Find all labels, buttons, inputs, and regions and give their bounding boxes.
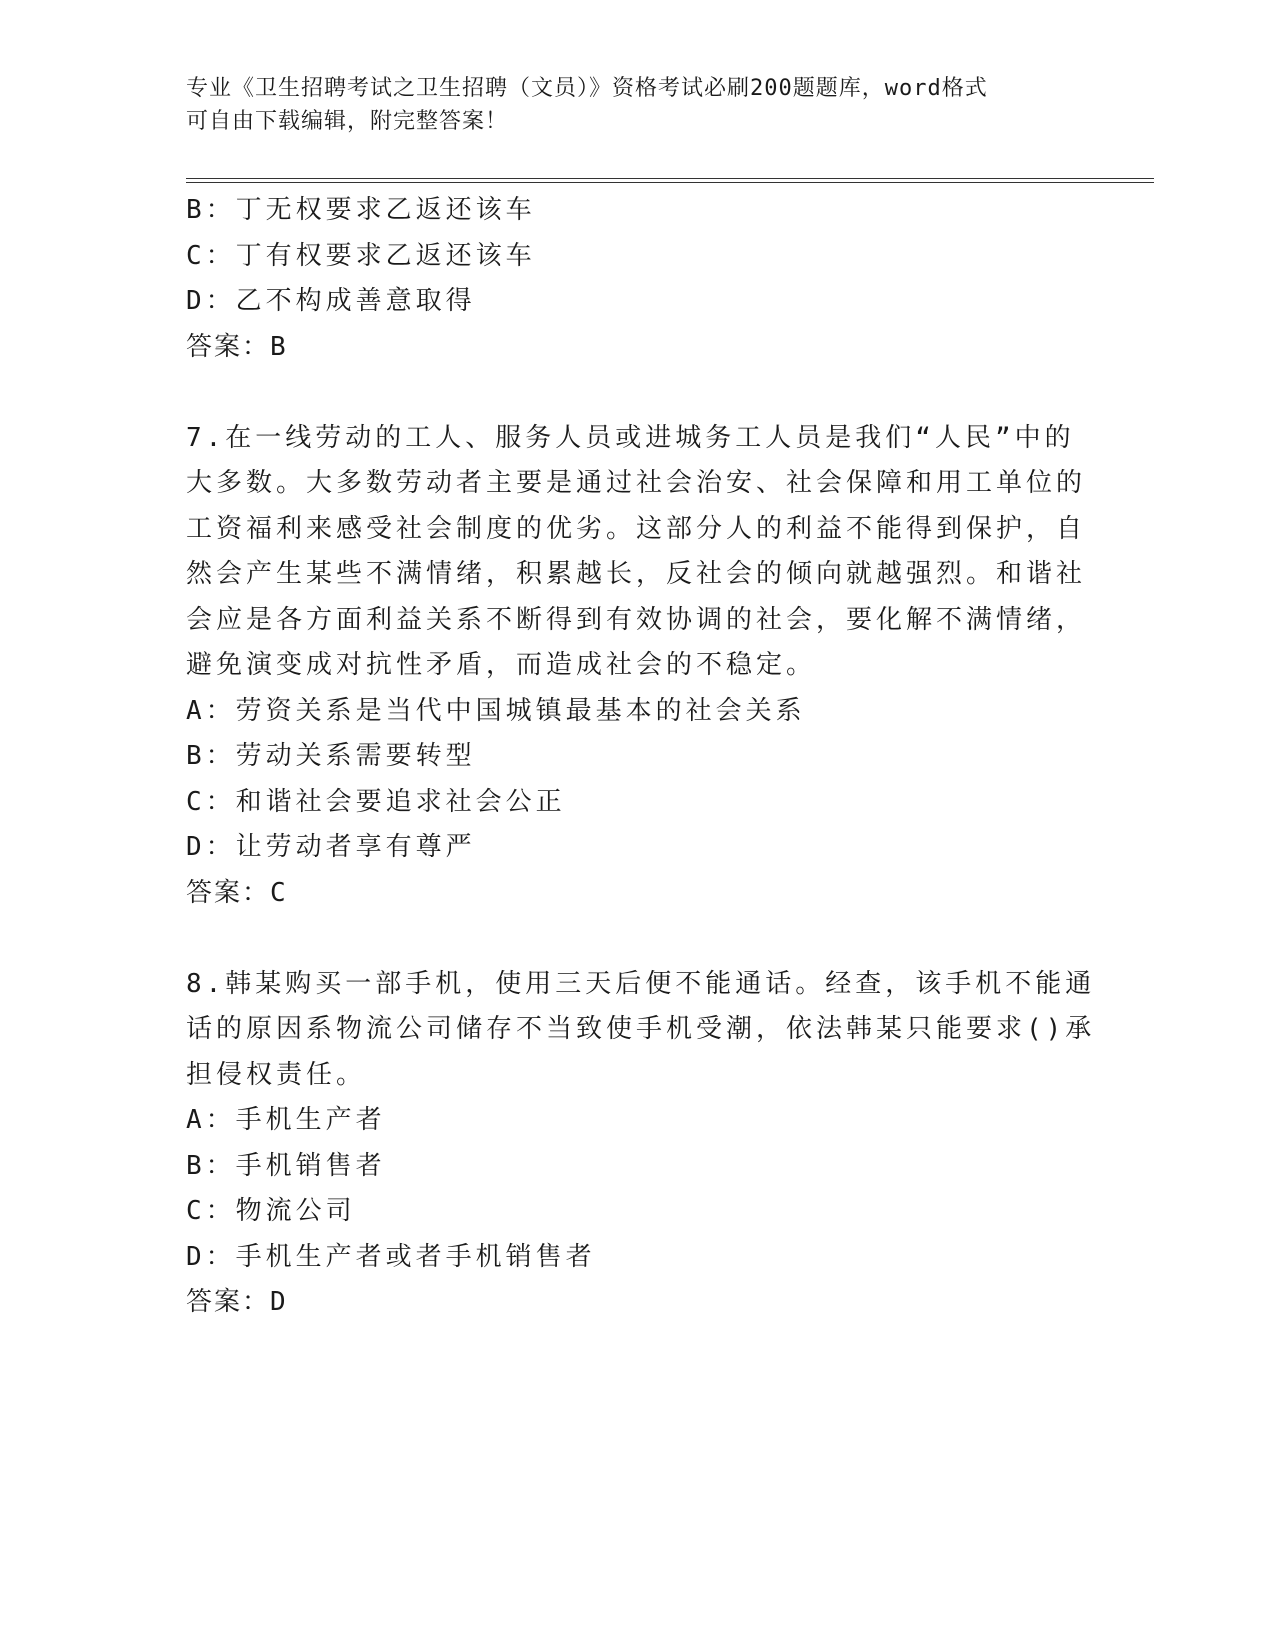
question-text-line: 工资福利来感受社会制度的优劣。这部分人的利益不能得到保护，自 <box>186 513 1087 544</box>
answer-value: D <box>270 1287 290 1317</box>
question-text-line: 会应是各方面利益关系不断得到有效协调的社会，要化解不满情绪， <box>186 604 1087 635</box>
answer-line <box>186 325 1066 371</box>
option-a: A：劳资关系是当代中国城镇最基本的社会关系 <box>186 695 806 726</box>
answer-label: 答案： <box>186 877 271 908</box>
question-text-line: 大多数。大多数劳动者主要是通过社会治安、社会保障和用工单位的 <box>186 468 1087 498</box>
spacer <box>186 370 1066 416</box>
question-content <box>186 188 1096 1326</box>
option-b: B：劳动关系需要转型 <box>186 741 476 771</box>
question-8 <box>186 962 1096 1326</box>
answer-value: C <box>270 877 290 908</box>
question-6-tail <box>186 188 1066 370</box>
option-a: A：手机生产者 <box>186 1105 386 1135</box>
document-header <box>186 72 1066 138</box>
header-title-line-1: 专业《卫生招聘考试之卫生招聘（文员）》资格考试必刷200题题库，word格式 <box>186 76 988 101</box>
answer-value: B <box>270 331 290 362</box>
question-text-line: 话的原因系物流公司储存不当致使手机受潮，依法韩某只能要求()承 <box>186 1014 1096 1044</box>
option-b: B：丁无权要求乙返还该车 <box>186 195 536 225</box>
option-d: D：手机生产者或者手机销售者 <box>186 1241 596 1272</box>
question-7 <box>186 416 1087 917</box>
option-c: C：和谐社会要追求社会公正 <box>186 786 566 817</box>
question-text-line: 担侵权责任。 <box>186 1059 367 1090</box>
option-d: D：让劳动者享有尊严 <box>186 832 476 862</box>
question-text-line: 7.在一线劳动的工人、服务人员或进城务工人员是我们“人民”中的 <box>186 422 1075 453</box>
question-text-line: 8.韩某购买一部手机，使用三天后便不能通话。经查，该手机不能通 <box>186 968 1096 999</box>
header-divider <box>186 178 1154 183</box>
answer-line <box>186 871 1066 917</box>
option-c: C：物流公司 <box>186 1196 356 1226</box>
spacer <box>186 916 1066 962</box>
option-d: D：乙不构成善意取得 <box>186 286 476 316</box>
option-b: B：手机销售者 <box>186 1150 386 1181</box>
option-c: C：丁有权要求乙返还该车 <box>186 240 536 271</box>
header-title-line-2: 可自由下载编辑，附完整答案！ <box>186 109 509 134</box>
question-text-line: 避免演变成对抗性矛盾，而造成社会的不稳定。 <box>186 650 817 680</box>
question-text-line: 然会产生某些不满情绪，积累越长，反社会的倾向就越强烈。和谐社 <box>186 559 1087 589</box>
answer-label: 答案： <box>186 1287 271 1317</box>
answer-label: 答案： <box>186 331 271 362</box>
answer-line <box>186 1280 1066 1326</box>
